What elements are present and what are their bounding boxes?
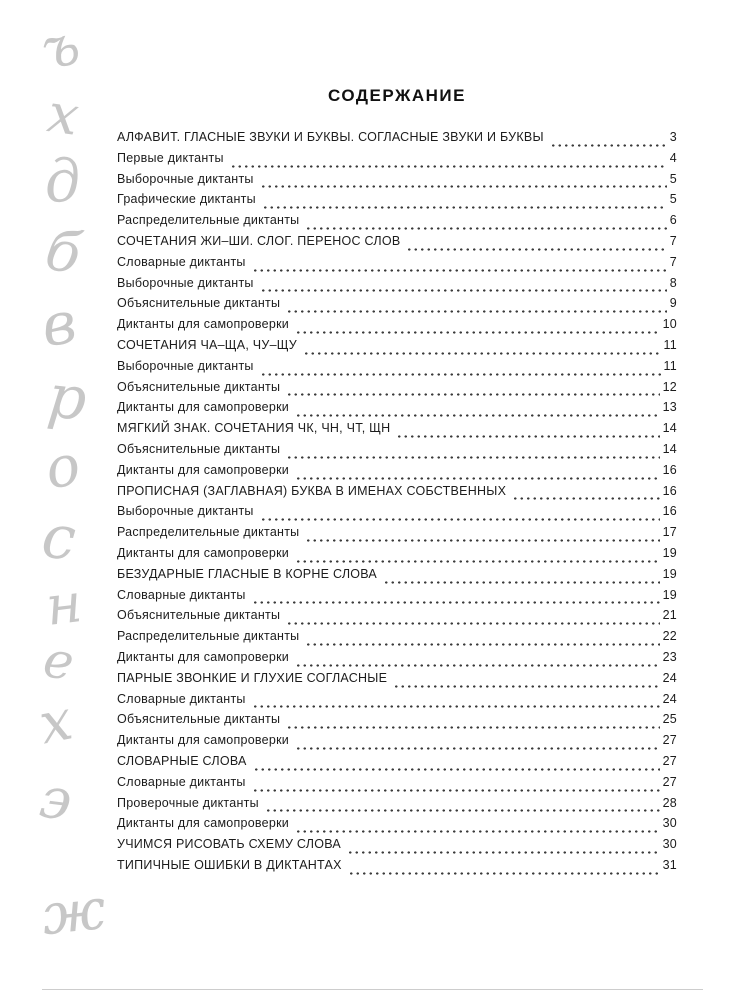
toc-entry: [117, 130, 677, 151]
toc-entry-page: 24: [662, 670, 677, 685]
toc-entry-page: 10: [662, 317, 677, 332]
dot-leader: [260, 185, 667, 188]
decorative-letter: е: [39, 630, 78, 692]
toc-list: [117, 130, 677, 879]
dot-leader: [396, 435, 659, 438]
toc-entry-label: Диктанты для самопроверки: [117, 816, 290, 831]
toc-entry-label: Словарные диктанты: [117, 774, 246, 789]
decorative-letter: ж: [38, 876, 109, 949]
toc-entry-page: 16: [662, 462, 677, 477]
toc-entry-page: 7: [669, 233, 677, 248]
toc-entry-page: 19: [662, 545, 677, 560]
toc-entry-page: 9: [669, 296, 677, 311]
toc-entry-label: Объяснительные диктанты: [117, 712, 281, 727]
toc-entry: [117, 296, 677, 317]
toc-entry: [117, 317, 677, 338]
decorative-letter: б: [40, 217, 86, 288]
dot-leader: [305, 227, 666, 230]
toc-entry-label: БЕЗУДАРНЫЕ ГЛАСНЫЕ В КОРНЕ СЛОВА: [117, 566, 378, 581]
toc-entry-label: Распределительные диктанты: [117, 629, 300, 644]
toc-entry-page: 19: [662, 587, 677, 602]
toc-entry: [117, 421, 677, 442]
toc-entry-label: АЛФАВИТ. ГЛАСНЫЕ ЗВУКИ И БУКВЫ. СОГЛАСНЫЕ ЗВУКИ И БУКВЫ: [117, 130, 544, 144]
toc-entry: [117, 442, 677, 463]
page-edge: [42, 989, 703, 990]
toc-entry: [117, 525, 677, 546]
decorative-letter: х: [33, 687, 78, 758]
dot-leader: [295, 747, 660, 750]
toc-entry-page: 27: [662, 774, 677, 789]
toc-entry-label: Диктанты для самопроверки: [117, 462, 290, 477]
dot-leader: [252, 789, 660, 792]
dot-leader: [303, 352, 661, 355]
toc-entry-label: Распределительные диктанты: [117, 525, 300, 540]
toc-entry-page: 22: [662, 629, 677, 644]
toc-entry-label: Проверочные диктанты: [117, 795, 259, 810]
decorative-letter: н: [42, 571, 86, 638]
toc-entry-label: Словарные диктанты: [117, 691, 246, 706]
toc-entry-label: Словарные диктанты: [117, 587, 246, 602]
dot-leader: [295, 560, 660, 563]
decorative-letter: в: [37, 287, 81, 361]
dot-leader: [252, 705, 660, 708]
toc-entry-label: Диктанты для самопроверки: [117, 400, 290, 415]
dot-leader: [305, 539, 659, 542]
decorative-letter: х: [43, 81, 83, 148]
toc-entry-page: 5: [669, 171, 677, 186]
toc-entry: [117, 338, 677, 359]
decorative-letter: э: [36, 765, 76, 834]
toc-entry-label: ТИПИЧНЫЕ ОШИБКИ В ДИКТАНТАХ: [117, 857, 342, 872]
toc-entry-label: Диктанты для самопроверки: [117, 733, 290, 748]
toc-entry: [117, 754, 677, 775]
toc-entry: [117, 359, 677, 380]
toc-entry-label: Первые диктанты: [117, 150, 224, 165]
dot-leader: [295, 331, 660, 334]
toc-entry: [117, 234, 677, 255]
page-title: СОДЕРЖАНИЕ: [328, 86, 466, 105]
dot-leader: [393, 685, 659, 688]
toc-entry: [117, 546, 677, 567]
toc-entry-label: Выборочные диктанты: [117, 504, 254, 519]
toc-entry-page: 11: [663, 337, 677, 352]
toc-entry-page: 3: [669, 130, 677, 144]
dot-leader: [286, 622, 659, 625]
toc-entry-label: СОЧЕТАНИЯ ЧА–ЩА, ЧУ–ЩУ: [117, 337, 297, 352]
toc-entry-label: Диктанты для самопроверки: [117, 649, 290, 664]
dot-leader: [347, 851, 660, 854]
toc-entry: [117, 172, 677, 193]
toc-entry-page: 14: [662, 441, 677, 456]
toc-entry-label: Диктанты для самопроверки: [117, 545, 290, 560]
toc-entry-page: 21: [662, 608, 677, 623]
dot-leader: [260, 289, 667, 292]
toc-entry-label: УЧИМСЯ РИСОВАТЬ СХЕМУ СЛОВА: [117, 837, 341, 852]
dot-leader: [406, 248, 666, 251]
toc-entry: [117, 567, 677, 588]
toc-entry-label: МЯГКИЙ ЗНАК. СОЧЕТАНИЯ ЧК, ЧН, ЧТ, ЩН: [117, 421, 391, 436]
toc-entry: [117, 151, 677, 172]
toc-entry-page: 6: [669, 213, 677, 228]
dot-leader: [295, 830, 660, 833]
toc-entry-page: 5: [669, 192, 677, 207]
toc-entry-page: 24: [662, 691, 677, 706]
toc-entry-label: Графические диктанты: [117, 192, 256, 207]
toc-entry: [117, 712, 677, 733]
toc-entry-label: Выборочные диктанты: [117, 275, 254, 290]
toc-entry-page: 8: [669, 275, 677, 290]
toc-entry-page: 4: [669, 150, 677, 165]
toc-entry: [117, 400, 677, 421]
toc-entry-page: 7: [669, 254, 677, 269]
toc-entry-label: Выборочные диктанты: [117, 171, 254, 186]
toc-entry-label: Объяснительные диктанты: [117, 379, 281, 394]
dot-leader: [286, 393, 659, 396]
toc-entry: [117, 484, 677, 505]
decorative-letter: ъ: [35, 11, 86, 84]
decorative-letter: р: [44, 361, 90, 435]
dot-leader: [383, 581, 660, 584]
toc-entry-page: 12: [662, 379, 677, 394]
toc-entry: [117, 816, 677, 837]
dot-leader: [295, 664, 660, 667]
toc-entry: [117, 276, 677, 297]
toc-entry-page: 16: [662, 504, 677, 519]
toc-entry-label: ПАРНЫЕ ЗВОНКИЕ И ГЛУХИЕ СОГЛАСНЫЕ: [117, 670, 388, 685]
toc-entry: [117, 837, 677, 858]
dot-leader: [305, 643, 659, 646]
decorative-letter: с: [39, 501, 79, 575]
dot-leader: [253, 768, 660, 771]
toc-entry: [117, 650, 677, 671]
toc-entry-page: 25: [662, 712, 677, 727]
decorative-letter: о: [40, 432, 86, 503]
toc-entry: [117, 380, 677, 401]
toc-entry-page: 11: [663, 358, 677, 373]
toc-entry: [117, 213, 677, 234]
dot-leader: [252, 269, 667, 272]
dot-leader: [295, 414, 660, 417]
toc-entry-label: СОЧЕТАНИЯ ЖИ–ШИ. СЛОГ. ПЕРЕНОС СЛОВ: [117, 233, 401, 248]
dot-leader: [550, 144, 667, 147]
toc-entry: [117, 629, 677, 650]
dot-leader: [512, 497, 659, 500]
toc-entry-page: 28: [662, 795, 677, 810]
dot-leader: [260, 373, 661, 376]
toc-entry-page: 14: [662, 421, 677, 436]
dot-leader: [265, 809, 660, 812]
dot-leader: [286, 726, 659, 729]
toc-entry-label: СЛОВАРНЫЕ СЛОВА: [117, 753, 247, 768]
dot-leader: [348, 872, 660, 875]
toc-entry: [117, 588, 677, 609]
toc-entry-label: Объяснительные диктанты: [117, 608, 281, 623]
toc-entry-label: Диктанты для самопроверки: [117, 317, 290, 332]
toc-entry-page: 19: [662, 566, 677, 581]
toc-entry: [117, 504, 677, 525]
dot-leader: [286, 456, 659, 459]
dot-leader: [260, 518, 660, 521]
toc-entry-page: 30: [662, 816, 677, 831]
toc-entry-page: 31: [662, 857, 677, 872]
dot-leader: [295, 477, 660, 480]
toc-entry-page: 16: [662, 483, 677, 498]
dot-leader: [252, 601, 660, 604]
toc-entry: [117, 608, 677, 629]
toc-entry-page: 17: [662, 525, 677, 540]
toc-entry-page: 27: [662, 733, 677, 748]
dot-leader: [286, 310, 667, 313]
toc-entry-label: Выборочные диктанты: [117, 358, 254, 373]
toc-entry: [117, 796, 677, 817]
toc-entry-page: 30: [662, 837, 677, 852]
toc-entry: [117, 255, 677, 276]
toc-entry: [117, 775, 677, 796]
toc-entry-page: 13: [662, 400, 677, 415]
toc-entry: [117, 192, 677, 213]
toc-entry-page: 27: [662, 753, 677, 768]
dot-leader: [262, 206, 667, 209]
toc-entry-page: 23: [662, 649, 677, 664]
toc-entry-label: Объяснительные диктанты: [117, 296, 281, 311]
toc-entry: [117, 733, 677, 754]
toc-entry: [117, 671, 677, 692]
toc-entry-label: Распределительные диктанты: [117, 213, 300, 228]
toc-entry: [117, 692, 677, 713]
toc-entry-label: ПРОПИСНАЯ (ЗАГЛАВНАЯ) БУКВА В ИМЕНАХ СОБСТВЕННЫХ: [117, 483, 507, 498]
toc-entry-label: Объяснительные диктанты: [117, 441, 281, 456]
dot-leader: [230, 165, 667, 168]
decorative-letter: д: [40, 145, 85, 217]
toc-entry: [117, 858, 677, 879]
toc-entry-label: Словарные диктанты: [117, 254, 246, 269]
toc-entry: [117, 463, 677, 484]
